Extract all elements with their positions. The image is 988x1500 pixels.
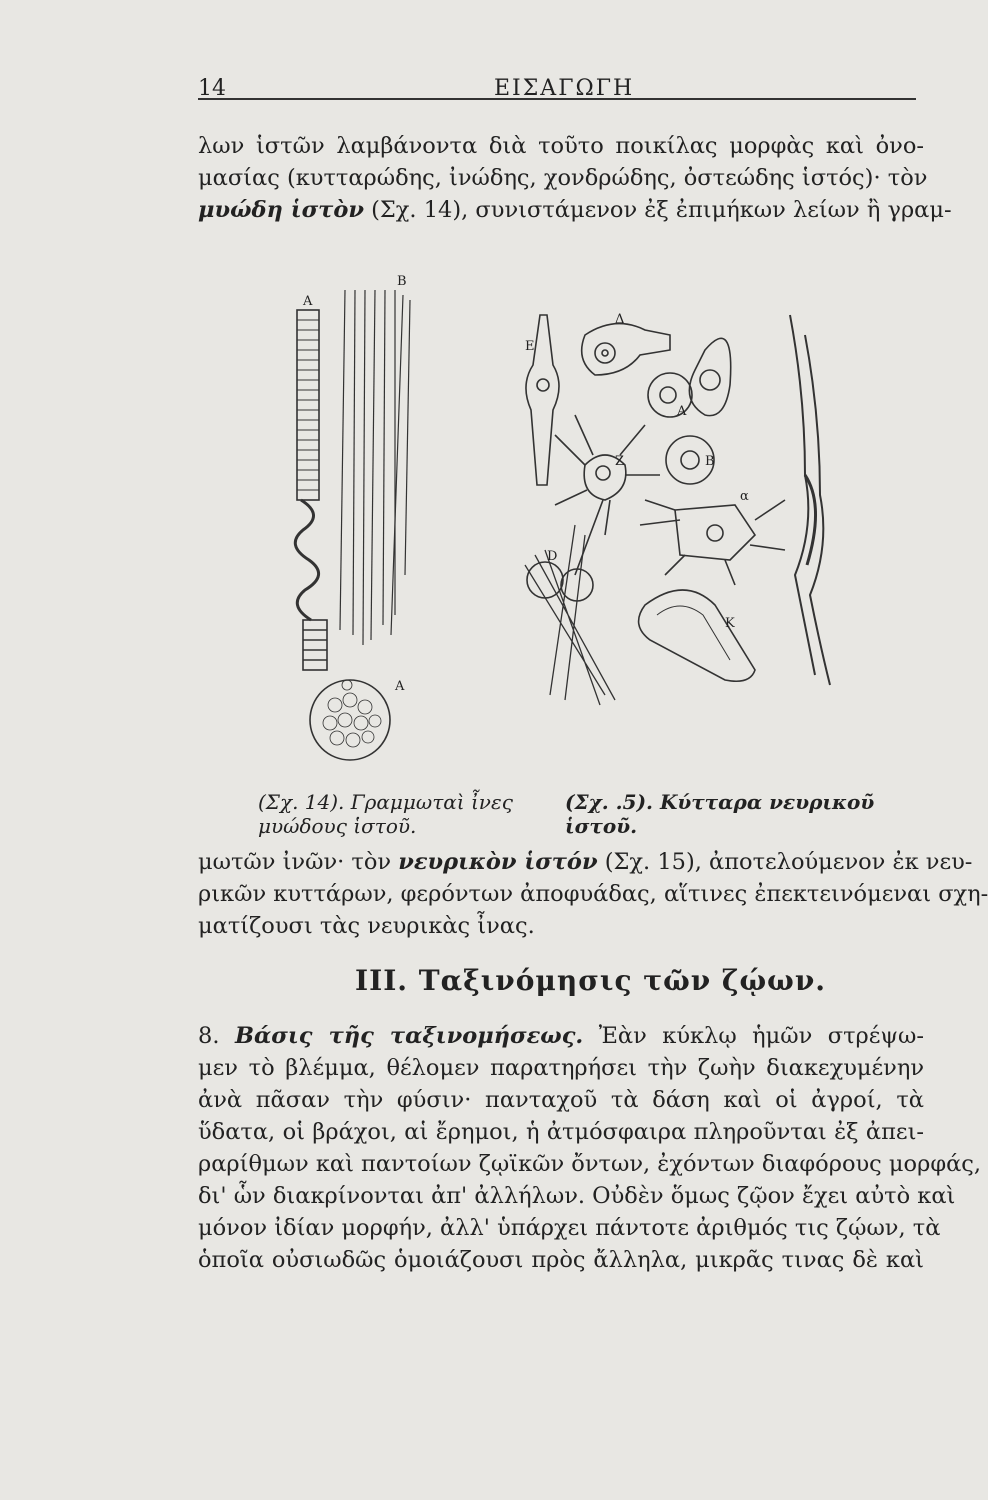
text-line: δι' ὧν διακρίνονται ἀπ' ἀλλήλων. Οὐδὲν ὅμως ζῷον ἔχει αὐτὸ καὶ — [198, 1183, 956, 1209]
label-a-top: Α — [303, 294, 313, 309]
text-line: λων ἱστῶν λαμβάνοντα διὰ τοῦτο ποικίλας μορφὰς καὶ ὀνο- — [198, 133, 924, 159]
text-line — [198, 846, 973, 878]
label-d: D — [547, 549, 558, 564]
figure-15-caption: (Σχ. .5). Κύτταρα νευρικοῦ ἱστοῦ. — [565, 790, 875, 838]
text-fragment: Ἐὰν κύκλῳ ἡμῶν στρέψω- — [583, 1023, 924, 1049]
spiral-fiber — [295, 500, 318, 620]
text-line: ραρίθμων καὶ παντοίων ζῳϊκῶν ὄντων, ἐχόντων διαφόρους μορφάς, — [198, 1151, 982, 1177]
figure-illustration — [285, 275, 845, 785]
label-a-cell: Α — [677, 404, 687, 419]
term-classification-basis: Βάσις τῆς ταξινομήσεως. — [234, 1023, 584, 1049]
text-line — [198, 1020, 924, 1052]
paragraph-tissues — [198, 846, 988, 942]
label-k: Κ — [725, 616, 735, 631]
label-z: Ζ — [615, 454, 625, 469]
section-heading: ΙΙΙ. Ταξινόμησις τῶν ζῴων. — [355, 964, 827, 997]
text-line: ὕδατα, οἱ βράχοι, αἱ ἔρημοι, ἡ ἀτμόσφαιρα πληροῦνται ἐξ ἀπει- — [198, 1119, 924, 1145]
ganglion-cell — [527, 562, 563, 598]
label-delta: Δ — [615, 312, 625, 327]
paragraph-number: 8. — [198, 1023, 235, 1049]
text-line: ρικῶν κυττάρων, φερόντων ἀποφυάδας, αἵτινες ἐπεκτεινόμεναι σχη- — [198, 881, 988, 907]
smooth-fibers-b — [340, 290, 410, 645]
label-a-cross: Α — [395, 679, 405, 694]
drop-cell — [689, 338, 730, 415]
page-header — [198, 70, 916, 100]
figure-14-caption — [258, 790, 513, 838]
text-fragment: (Σχ. 14), συνιστάμενον ἐξ ἐπιμήκων λείων ἢ γραμ- — [363, 197, 952, 223]
striations — [297, 320, 319, 490]
caption-line: (Σχ. 14). Γραμμωταὶ ἶνες — [258, 790, 513, 814]
term-nervous-tissue: νευρικὸν ἱστόν — [398, 849, 598, 875]
label-alpha: α — [740, 489, 749, 504]
header-rule — [198, 98, 916, 100]
text-line: μασίας (κυτταρώδης, ἰνώδης, χονδρώδης, ὀστεώδης ἱστός)· τὸν — [198, 165, 928, 191]
ganglion-fibers-d — [525, 525, 615, 705]
cross-section-cells — [323, 680, 381, 747]
text-line: μόνον ἰδίαν μορφήν, ἀλλ' ὑπάρχει πάντοτε ἀριθμός τις ζῴων, τὰ — [198, 1215, 941, 1241]
text-line: μεν τὸ βλέμμα, θέλομεν παρατηρήσει τὴν ζωὴν διακεχυμένην — [198, 1055, 924, 1081]
figure-drawing — [285, 275, 845, 785]
fiber-cross-section — [310, 680, 390, 760]
multipolar-neuron-alpha — [675, 505, 755, 560]
striated-fiber-a — [297, 310, 319, 500]
text-line — [198, 194, 952, 226]
text-line: ἀνὰ πᾶσαν τὴν φύσιν· πανταχοῦ τὰ δάση καὶ οἱ ἀγροί, τὰ — [198, 1087, 924, 1113]
running-head: ΕΙΣΑΓΩΓΗ — [494, 76, 635, 101]
text-fragment: μωτῶν ἰνῶν· τὸν — [198, 849, 399, 875]
label-e: Ε — [525, 339, 535, 354]
paragraph-intro — [198, 130, 952, 226]
text-line: ὁποῖα οὐσιωδῶς ὁμοιάζουσι πρὸς ἄλληλα, μικρᾶς τινας δὲ καὶ — [198, 1247, 924, 1273]
striated-fiber-lower — [303, 620, 327, 670]
text-line: ματίζουσι τὰς νευρικὰς ἶνας. — [198, 913, 535, 939]
paragraph-classification — [198, 1020, 982, 1276]
figure-labels — [302, 274, 749, 694]
corpuscle-k — [639, 590, 755, 681]
caption-line: μυώδους ἱστοῦ. — [258, 814, 417, 838]
label-b: Β — [397, 274, 407, 289]
text-fragment: (Σχ. 15), ἀποτελούμενον ἐκ νευ- — [597, 849, 973, 875]
label-b-cell: Β — [705, 454, 715, 469]
page-number: 14 — [198, 76, 226, 101]
term-muscle-tissue: μυώδη ἱστὸν — [198, 197, 364, 223]
